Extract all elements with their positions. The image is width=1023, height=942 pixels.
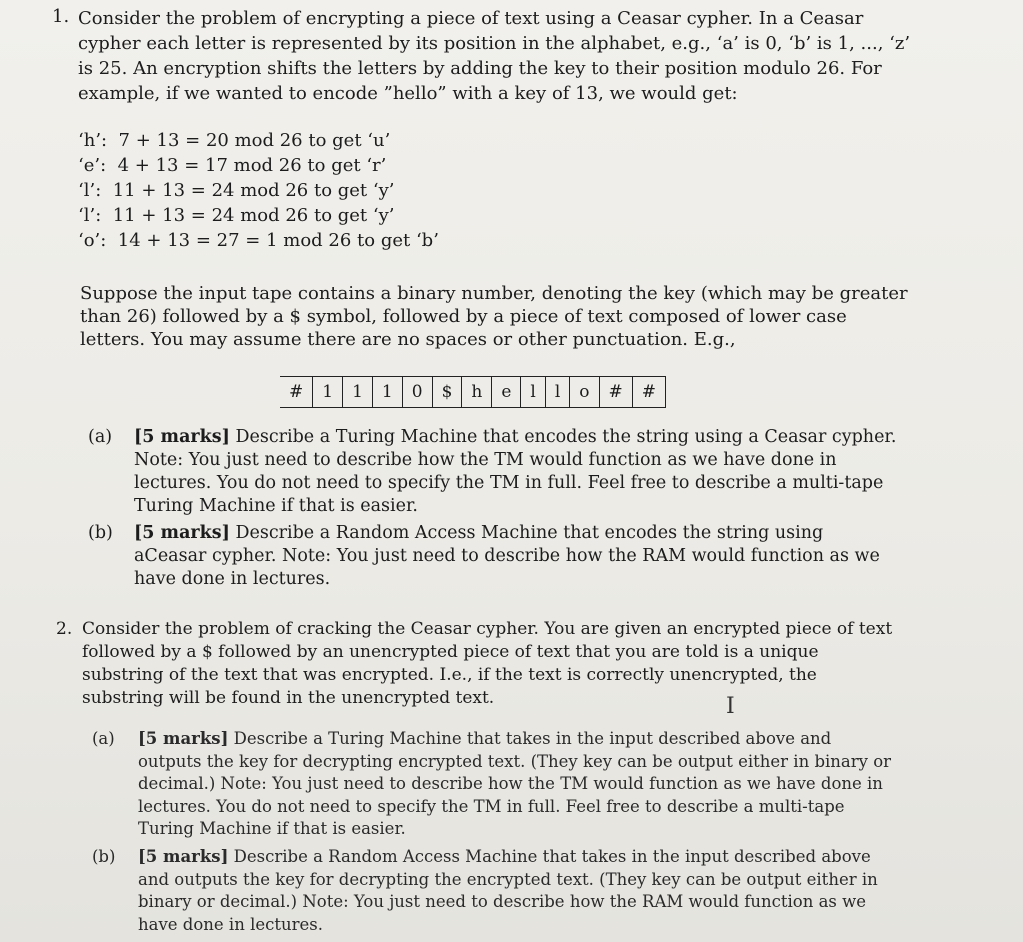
tape-cell: l (546, 377, 570, 407)
tape-cell: l (521, 377, 545, 407)
tape-cell: 1 (343, 377, 373, 407)
example-line: ‘l’: 11 + 13 = 24 mod 26 to get ‘y’ (78, 205, 395, 226)
part-marks: [5 marks] (134, 427, 230, 447)
part-marks: [5 marks] (138, 847, 229, 866)
part-text: Describe a Turing Machine that encodes the string using a Ceasar cypher. Note: You just need to describe how the TM would function as we have done in lectures. You do not need to specify the TM in full. Feel free to describe a multi-tape Turing Machine if that is easier. (134, 427, 897, 516)
question-2b (92, 846, 892, 936)
question-2a (92, 728, 892, 841)
part-text: Describe a Random Access Machine that encodes the string using aCeasar cypher. Note: You just need to describe how the RAM would function as we have done in lectures. (134, 523, 880, 589)
part-label: (a) (92, 729, 115, 748)
text-cursor-icon: I (726, 694, 735, 719)
question-1-number: 1. (52, 6, 70, 27)
part-label: (b) (92, 847, 116, 866)
part-marks: [5 marks] (138, 729, 229, 748)
question-2 (56, 618, 896, 710)
question-1a (88, 426, 898, 518)
part-label: (a) (88, 427, 113, 447)
tape-cell: e (492, 377, 521, 407)
tape-cell: 1 (313, 377, 343, 407)
tape-cell: $ (433, 377, 463, 407)
example-line: ‘e’: 4 + 13 = 17 mod 26 to get ‘r’ (78, 155, 387, 176)
tape-cell: 0 (403, 377, 433, 407)
tape-description: Suppose the input tape contains a binary number, denoting the key (which may be greater than 26) followed by a $ symbol, followed by a piece of text composed of lower case letters. You may assume there are no spaces or other punctuation. E.g., (80, 283, 908, 350)
tape-cell: # (633, 377, 666, 407)
part-label: (b) (88, 523, 113, 543)
input-tape (280, 376, 666, 408)
question-1-intro: Consider the problem of encrypting a piece of text using a Ceasar cypher. In a Ceasar cypher each letter is represented by its position in the alphabet, e.g., ‘a’ is 0, ‘b’ is 1, ..., ‘z’ is 25. An encryption shifts the letters by adding the key to their position modulo 26. For example, if we wanted to encode ”hello” with a key of 13, we would get: (78, 8, 911, 104)
part-text: Describe a Turing Machine that takes in the input described above and outputs the key for decrypting encrypted text. (They key can be output either in binary or decimal.) Note: You just need to describe how the TM would function as we have done in lectures. You do not need to specify the TM in full. Feel free to describe a multi-tape Turing Machine if that is easier. (138, 729, 892, 838)
question-2-number: 2. (56, 619, 73, 639)
example-line: ‘l’: 11 + 13 = 24 mod 26 to get ‘y’ (78, 180, 395, 201)
question-2-intro: Consider the problem of cracking the Ceasar cypher. You are given an encrypted piece of text followed by a $ followed by an unencrypted piece of text that you are told is a unique substring of the text that was encrypted. I.e., if the text is correctly unencrypted, the substring will be found in the unencrypted text. (82, 619, 893, 708)
question-1b (88, 522, 898, 591)
question-1 (52, 6, 912, 106)
part-marks: [5 marks] (134, 523, 230, 543)
encoding-examples (78, 128, 439, 253)
tape-cell: o (570, 377, 599, 407)
tape-cell: 1 (373, 377, 403, 407)
tape-cell: h (462, 377, 492, 407)
example-line: ‘h’: 7 + 13 = 20 mod 26 to get ‘u’ (78, 130, 391, 151)
part-text: Describe a Random Access Machine that takes in the input described above and outputs the key for decrypting the encrypted text. (They key can be output either in binary or decimal.) Note: You just need to describe how the RAM would function as we have done in lectures. (138, 847, 878, 934)
example-line: ‘o’: 14 + 13 = 27 = 1 mod 26 to get ‘b’ (78, 230, 439, 251)
tape-cell: # (280, 377, 313, 407)
tape-cell: # (600, 377, 633, 407)
